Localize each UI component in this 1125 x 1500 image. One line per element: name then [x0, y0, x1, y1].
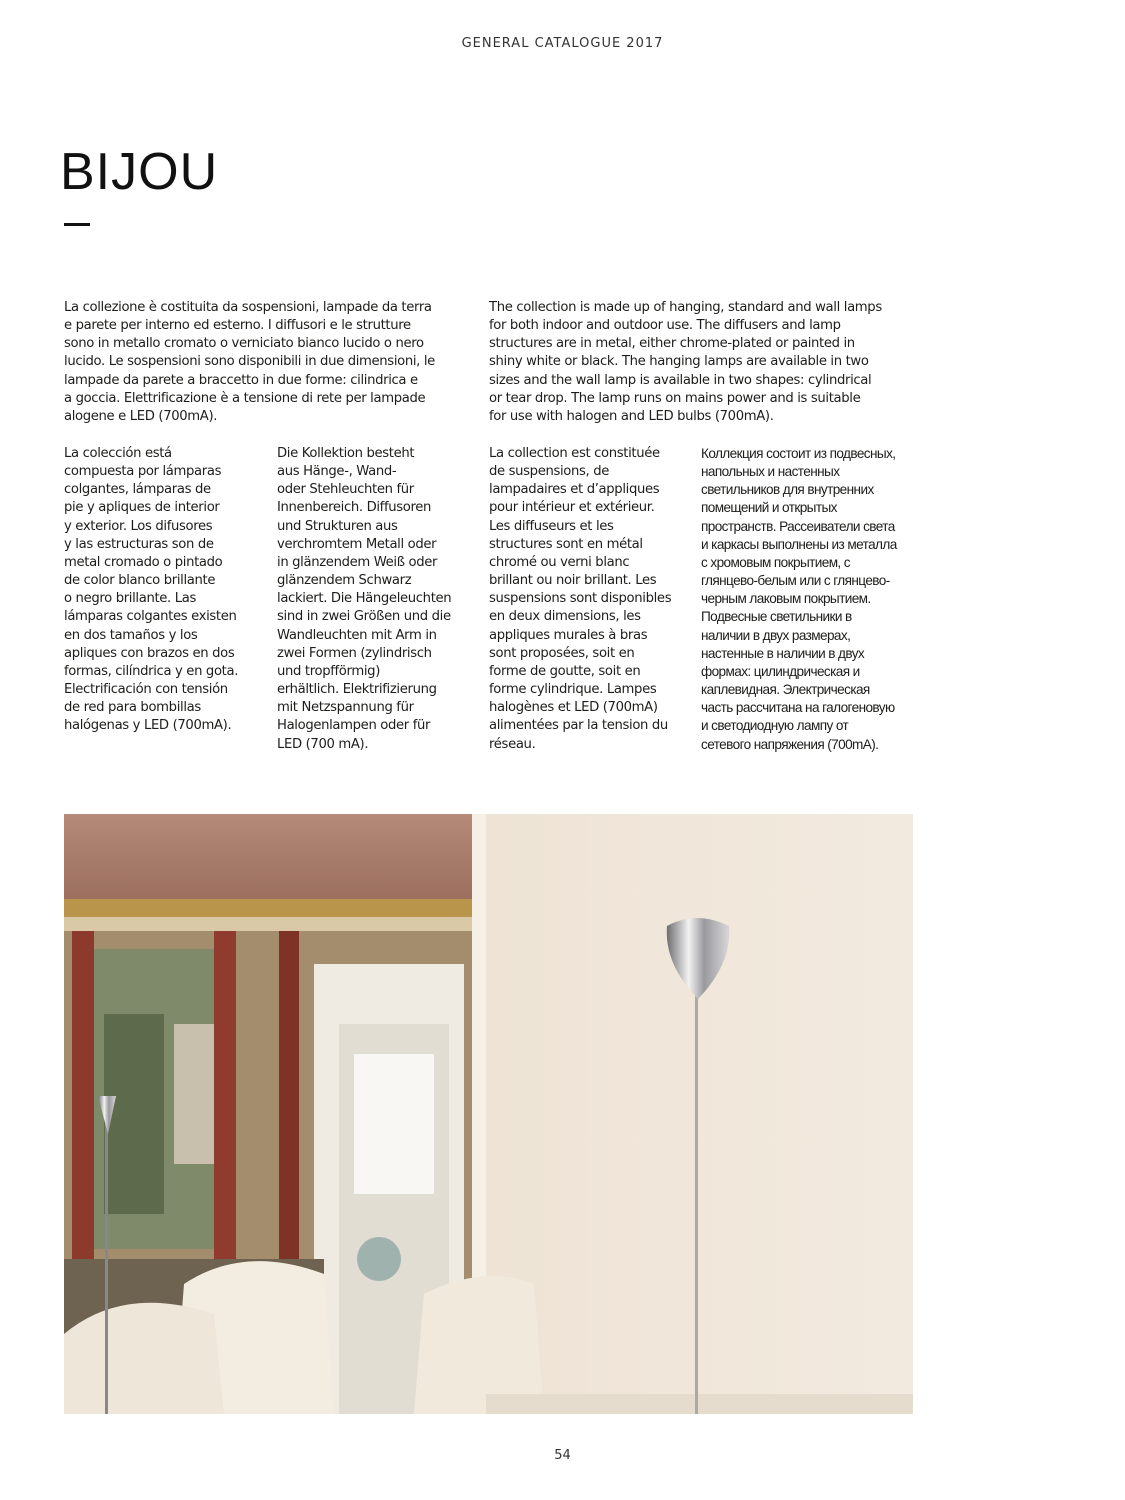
interior-scene-image — [64, 814, 913, 1414]
text-line: наличии в двух размерах, — [701, 627, 851, 643]
text-line: светильников для внутренних — [701, 482, 874, 498]
text-line: pour intérieur et extérieur. — [489, 500, 655, 516]
text-line: сетевого напряжения (700mA). — [701, 736, 879, 752]
text-line: y las estructuras son de — [64, 536, 214, 552]
text-line: Electrificación con tensión — [64, 682, 228, 698]
text-line: zwei Formen (zylindrisch — [277, 645, 432, 661]
text-russian — [701, 445, 897, 754]
text-line: La collezione è costituita da sospensioni, lampade da terra — [64, 300, 432, 315]
text-line: lampadaires et d’appliques — [489, 482, 660, 498]
text-line: réseau. — [489, 736, 536, 752]
text-line: с хромовым покрытием, с — [701, 554, 850, 570]
text-line: oder Stehleuchten für — [277, 482, 414, 498]
text-line: or tear drop. The lamp runs on mains power and is suitable — [489, 390, 861, 406]
text-line: alimentées par la tension du — [489, 718, 668, 734]
text-line: suspensions sont disponibles — [489, 591, 672, 607]
text-line: Les diffuseurs et les — [489, 518, 614, 534]
text-english — [489, 299, 882, 426]
text-line: настенные в наличии в двух — [701, 645, 865, 661]
text-line: und Strukturen aus — [277, 518, 398, 534]
text-line: a goccia. Elettrificazione è a tensione di rete per lampade — [64, 390, 426, 406]
text-line: формах: цилиндрическая и — [701, 663, 860, 679]
text-line: lackiert. Die Hängeleuchten — [277, 591, 452, 607]
text-line: compuesta por lámparas — [64, 464, 222, 480]
text-line: shiny white or black. The hanging lamps are available in two — [489, 354, 869, 370]
text-line: напольных и настенных — [701, 464, 840, 480]
text-line: und tropfförmig) — [277, 663, 380, 679]
text-line: Подвесные светильники в — [701, 609, 852, 625]
product-photo — [64, 814, 913, 1414]
text-line: forme de goutte, soit en — [489, 663, 641, 679]
text-line: и каркасы выполнены из металла — [701, 536, 897, 552]
text-line: alogene e LED (700mA). — [64, 408, 218, 424]
text-line: o negro brillante. Las — [64, 591, 196, 607]
text-line: и светодиодную лампу от — [701, 718, 849, 734]
text-line: The collection is made up of hanging, standard and wall lamps — [489, 300, 882, 315]
text-line: structures are in metal, either chrome-plated or painted in — [489, 336, 855, 352]
text-line: glänzendem Schwarz — [277, 573, 412, 589]
text-line: Innenbereich. Diffusoren — [277, 500, 432, 516]
text-line: appliques murales à bras — [489, 627, 648, 643]
text-line: pie y apliques de interior — [64, 500, 220, 516]
text-italian — [64, 299, 435, 426]
text-line: verchromtem Metall oder — [277, 536, 437, 552]
text-line: пространств. Рассеиватели света — [701, 518, 895, 534]
catalogue-header: GENERAL CATALOGUE 2017 — [461, 36, 664, 51]
text-line: La colección está — [64, 446, 172, 461]
text-line: sont proposées, soit en — [489, 645, 635, 661]
page-title: BIJOU — [60, 143, 219, 201]
text-line: in glänzendem Weiß oder — [277, 554, 438, 570]
text-line: forme cylindrique. Lampes — [489, 682, 657, 698]
text-line: de red para bombillas — [64, 700, 201, 716]
text-line: aus Hänge-, Wand- — [277, 464, 397, 480]
text-line: sono in metallo cromato o verniciato bianco lucido o nero — [64, 336, 424, 352]
text-line: colgantes, lámparas de — [64, 482, 211, 498]
text-line: глянцево-белым или с глянцево- — [701, 573, 890, 589]
text-line: часть рассчитана на галогеновую — [701, 700, 895, 716]
text-line: brillant ou noir brillant. Les — [489, 573, 657, 589]
text-line: de suspensions, de — [489, 464, 610, 480]
text-line: halógenas y LED (700mA). — [64, 718, 232, 734]
text-line: erhältlich. Elektrifizierung — [277, 682, 437, 698]
text-line: en deux dimensions, les — [489, 609, 641, 625]
text-line: черным лаковым покрытием. — [701, 591, 871, 607]
text-line: mit Netzspannung für — [277, 700, 414, 716]
text-line: for both indoor and outdoor use. The diffusers and lamp — [489, 318, 841, 334]
text-line: e parete per interno ed esterno. I diffusori e le strutture — [64, 318, 411, 334]
text-line: structures sont en métal — [489, 536, 643, 552]
text-line: halogènes et LED (700mA) — [489, 700, 658, 716]
text-line: lampade da parete a braccetto in due forme: cilindrica e — [64, 372, 418, 388]
text-line: Wandleuchten mit Arm in — [277, 627, 437, 643]
page-number: 54 — [554, 1448, 571, 1463]
text-line: lucido. Le sospensioni sono disponibili in due dimensioni, le — [64, 354, 435, 370]
text-line: Die Kollektion besteht — [277, 446, 415, 461]
text-french — [489, 445, 671, 754]
text-line: for use with halogen and LED bulbs (700mA). — [489, 408, 774, 424]
text-line: помещений и открытых — [701, 500, 837, 516]
text-line: chromé ou verni blanc — [489, 554, 630, 570]
text-line: apliques con brazos en dos — [64, 645, 235, 661]
text-line: de color blanco brillante — [64, 573, 216, 589]
text-line: formas, cilíndrica y en gota. — [64, 663, 239, 679]
text-line: Коллекция состоит из подвесных, — [701, 446, 896, 461]
text-line: lámparas colgantes existen — [64, 609, 237, 625]
text-spanish — [64, 445, 238, 736]
text-line: metal cromado o pintado — [64, 554, 223, 570]
text-line: каплевидная. Электрическая — [701, 682, 870, 698]
text-line: en dos tamaños y los — [64, 627, 198, 643]
title-divider — [64, 223, 90, 226]
text-line: La collection est constituée — [489, 446, 660, 461]
text-line: LED (700 mA). — [277, 736, 369, 752]
text-line: sind in zwei Größen und die — [277, 609, 451, 625]
text-line: sizes and the wall lamp is available in two shapes: cylindrical — [489, 372, 872, 388]
text-line: y exterior. Los difusores — [64, 518, 213, 534]
text-line: Halogenlampen oder für — [277, 718, 431, 734]
text-german — [277, 445, 451, 754]
